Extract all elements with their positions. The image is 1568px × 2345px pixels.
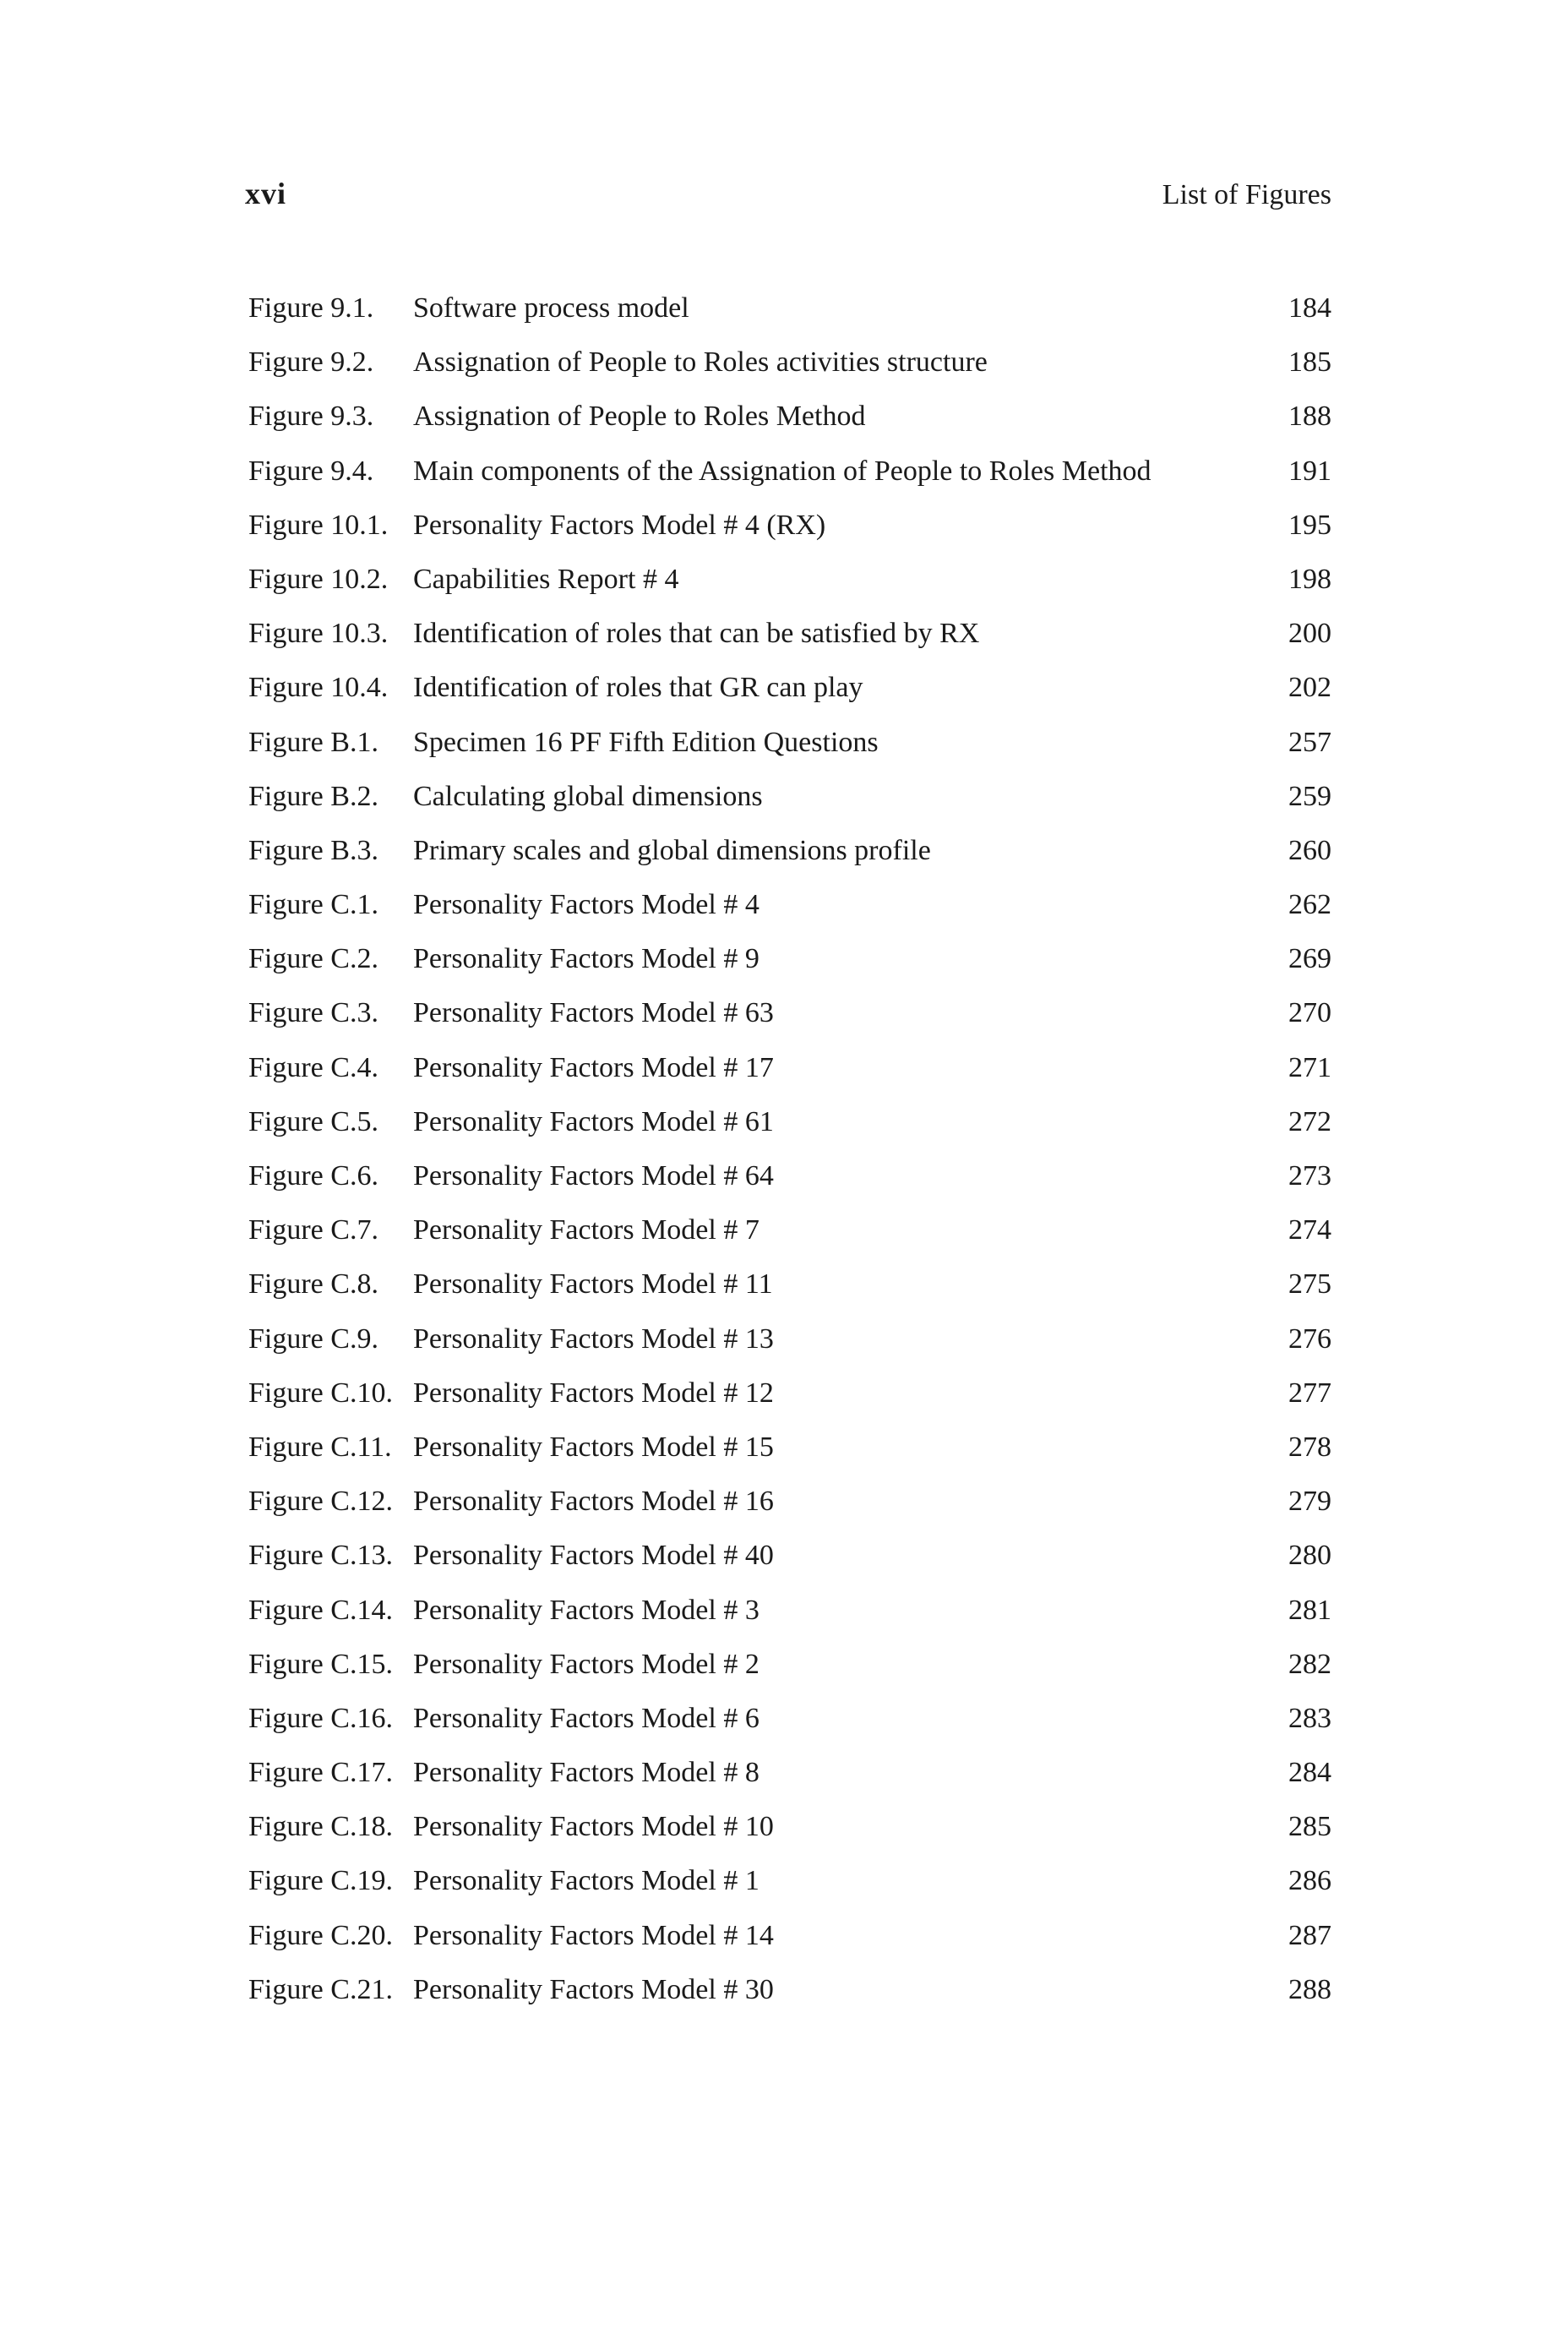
figure-entry [248, 1699, 1331, 1753]
figure-page-number: 184 [1288, 292, 1331, 324]
figure-page-number: 278 [1288, 1431, 1331, 1463]
figure-number: Figure C.4. [248, 1051, 378, 1083]
figure-page-number: 185 [1288, 346, 1331, 379]
figure-entry [248, 1374, 1331, 1428]
running-head: List of Figures [1162, 179, 1331, 210]
figure-title: Personality Factors Model # 1 [413, 1865, 760, 1897]
figure-title: Personality Factors Model # 3 [413, 1594, 760, 1626]
figure-page-number: 198 [1288, 563, 1331, 595]
figure-number: Figure 10.2. [248, 563, 389, 595]
figure-number: Figure C.12. [248, 1486, 393, 1518]
figure-number: Figure C.11. [248, 1431, 392, 1463]
figure-page-number: 260 [1288, 834, 1331, 866]
figure-page-number: 191 [1288, 455, 1331, 487]
figure-number: Figure C.9. [248, 1322, 378, 1355]
figure-number: Figure 10.3. [248, 618, 389, 650]
figure-page-number: 262 [1288, 889, 1331, 921]
figure-title: Personality Factors Model # 7 [413, 1214, 760, 1246]
figure-entry [248, 289, 1331, 343]
figure-page-number: 274 [1288, 1214, 1331, 1246]
figure-entry [248, 1753, 1331, 1808]
figure-entry [248, 1265, 1331, 1319]
figure-entry [248, 1428, 1331, 1482]
figure-entry [248, 397, 1331, 451]
figure-page-number: 285 [1288, 1811, 1331, 1843]
figure-number: Figure B.3. [248, 834, 378, 866]
figure-title: Assignation of People to Roles Method [413, 401, 866, 433]
figure-page-number: 270 [1288, 997, 1331, 1029]
figure-page-number: 271 [1288, 1051, 1331, 1083]
figure-entry [248, 1536, 1331, 1590]
figure-page-number: 272 [1288, 1105, 1331, 1137]
figure-page-number: 188 [1288, 401, 1331, 433]
figure-number: Figure C.8. [248, 1268, 378, 1301]
figure-title: Personality Factors Model # 63 [413, 997, 774, 1029]
figure-entry [248, 1482, 1331, 1536]
figure-number: Figure 9.2. [248, 346, 374, 379]
figure-title: Personality Factors Model # 16 [413, 1486, 774, 1518]
figure-number: Figure C.14. [248, 1594, 393, 1626]
figure-entry [248, 1645, 1331, 1699]
figure-page-number: 283 [1288, 1702, 1331, 1734]
figure-title: Personality Factors Model # 64 [413, 1160, 774, 1192]
figure-entry [248, 560, 1331, 614]
figure-title: Personality Factors Model # 4 (RX) [413, 509, 826, 541]
figure-entry [248, 1591, 1331, 1645]
figure-page-number: 259 [1288, 780, 1331, 812]
figure-title: Calculating global dimensions [413, 780, 763, 812]
figure-page-number: 269 [1288, 943, 1331, 975]
figure-entry [248, 614, 1331, 668]
list-of-figures [248, 289, 1331, 2025]
figure-number: Figure 9.1. [248, 292, 374, 324]
figure-number: Figure C.21. [248, 1973, 393, 2005]
figure-page-number: 288 [1288, 1973, 1331, 2005]
figure-title: Personality Factors Model # 13 [413, 1322, 774, 1355]
figure-number: Figure C.10. [248, 1377, 393, 1409]
figure-title: Identification of roles that GR can play [413, 672, 863, 704]
figure-entry [248, 1320, 1331, 1374]
figure-entry [248, 832, 1331, 886]
figure-title: Personality Factors Model # 40 [413, 1540, 774, 1572]
figure-page-number: 284 [1288, 1757, 1331, 1789]
figure-title: Primary scales and global dimensions profile [413, 834, 931, 866]
figure-title: Personality Factors Model # 14 [413, 1919, 774, 1951]
figure-entry [248, 1211, 1331, 1265]
figure-number: Figure B.2. [248, 780, 378, 812]
figure-number: Figure 10.4. [248, 672, 389, 704]
figure-title: Personality Factors Model # 17 [413, 1051, 774, 1083]
figure-entry [248, 506, 1331, 560]
figure-title: Personality Factors Model # 9 [413, 943, 760, 975]
figure-title: Personality Factors Model # 30 [413, 1973, 774, 2005]
figure-number: Figure 10.1. [248, 509, 389, 541]
figure-page-number: 195 [1288, 509, 1331, 541]
figure-number: Figure C.5. [248, 1105, 378, 1137]
figure-number: Figure 9.4. [248, 455, 374, 487]
figure-number: Figure C.19. [248, 1865, 393, 1897]
figure-page-number: 282 [1288, 1648, 1331, 1680]
figure-page-number: 202 [1288, 672, 1331, 704]
figure-title: Personality Factors Model # 6 [413, 1702, 760, 1734]
figure-title: Personality Factors Model # 11 [413, 1268, 773, 1301]
figure-number: Figure C.17. [248, 1757, 393, 1789]
figure-title: Personality Factors Model # 12 [413, 1377, 774, 1409]
figure-entry [248, 940, 1331, 994]
page-number: xvi [245, 177, 287, 210]
figure-entry [248, 452, 1331, 506]
figure-page-number: 200 [1288, 618, 1331, 650]
figure-title: Personality Factors Model # 4 [413, 889, 760, 921]
figure-entry [248, 1971, 1331, 2025]
figure-title: Personality Factors Model # 61 [413, 1105, 774, 1137]
figure-number: Figure C.20. [248, 1919, 393, 1951]
figure-title: Capabilities Report # 4 [413, 563, 679, 595]
figure-title: Personality Factors Model # 10 [413, 1811, 774, 1843]
figure-title: Personality Factors Model # 2 [413, 1648, 760, 1680]
figure-page-number: 281 [1288, 1594, 1331, 1626]
figure-number: Figure C.1. [248, 889, 378, 921]
figure-entry [248, 994, 1331, 1048]
figure-entry [248, 343, 1331, 397]
figure-number: Figure 9.3. [248, 401, 374, 433]
figure-page-number: 287 [1288, 1919, 1331, 1951]
figure-page-number: 257 [1288, 726, 1331, 758]
figure-number: Figure B.1. [248, 726, 378, 758]
figure-page-number: 273 [1288, 1160, 1331, 1192]
figure-title: Main components of the Assignation of People to Roles Method [413, 455, 1152, 487]
figure-number: Figure C.18. [248, 1811, 393, 1843]
figure-number: Figure C.3. [248, 997, 378, 1029]
figure-page-number: 277 [1288, 1377, 1331, 1409]
figure-page-number: 279 [1288, 1486, 1331, 1518]
figure-entry [248, 1917, 1331, 1971]
figure-number: Figure C.2. [248, 943, 378, 975]
figure-number: Figure C.16. [248, 1702, 393, 1734]
figure-entry [248, 1049, 1331, 1103]
figure-title: Assignation of People to Roles activities structure [413, 346, 988, 379]
figure-page-number: 280 [1288, 1540, 1331, 1572]
figure-entry [248, 668, 1331, 723]
figure-number: Figure C.13. [248, 1540, 393, 1572]
figure-title: Identification of roles that can be satisfied by RX [413, 618, 980, 650]
figure-entry [248, 1808, 1331, 1862]
figure-entry [248, 1157, 1331, 1211]
figure-title: Personality Factors Model # 15 [413, 1431, 774, 1463]
figure-entry [248, 1862, 1331, 1916]
figure-number: Figure C.6. [248, 1160, 378, 1192]
figure-title: Software process model [413, 292, 689, 324]
figure-title: Specimen 16 PF Fifth Edition Questions [413, 726, 879, 758]
page-header [245, 176, 1331, 226]
figure-page-number: 286 [1288, 1865, 1331, 1897]
figure-page-number: 276 [1288, 1322, 1331, 1355]
figure-page-number: 275 [1288, 1268, 1331, 1301]
figure-entry [248, 1103, 1331, 1157]
figure-entry [248, 886, 1331, 940]
figure-entry [248, 723, 1331, 777]
figure-entry [248, 777, 1331, 832]
figure-number: Figure C.7. [248, 1214, 378, 1246]
figure-title: Personality Factors Model # 8 [413, 1757, 760, 1789]
figure-number: Figure C.15. [248, 1648, 393, 1680]
